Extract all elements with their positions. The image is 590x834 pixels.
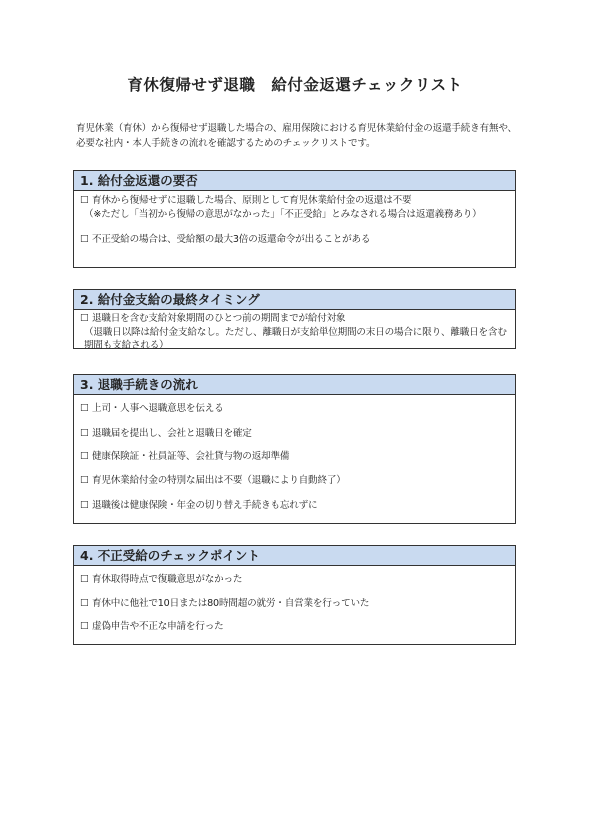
section-heading: 3. 退職手続きの流れ — [74, 375, 515, 395]
checklist-item-text: 育休中に他社で10日または80時間超の就労・自営業を行っていた — [92, 597, 370, 609]
checklist-item[interactable] — [80, 597, 509, 611]
checkbox-icon[interactable]: ☐ — [80, 500, 89, 511]
checklist-item[interactable] — [80, 312, 509, 326]
checklist-item[interactable] — [80, 194, 509, 208]
checklist-item-text: 育児休業給付金の特別な届出は不要（退職により自動終了） — [92, 474, 346, 486]
checklist-item-text: 育休取得時点で復職意思がなかった — [92, 574, 243, 585]
checkbox-icon[interactable]: ☐ — [80, 313, 89, 324]
checklist-item[interactable] — [80, 450, 509, 464]
checkbox-icon[interactable]: ☐ — [80, 597, 89, 609]
checklist-item[interactable] — [80, 474, 509, 488]
checklist-item-note: （※ただし「当初から復帰の意思がなかった」「不正受給」とみなされる場合は返還義務あり） — [84, 208, 482, 220]
section-heading: 2. 給付金支給の最終タイミング — [74, 290, 515, 310]
checkbox-icon[interactable]: ☐ — [80, 234, 89, 245]
section-refund-requirement — [73, 170, 516, 268]
section-heading: 4. 不正受給のチェックポイント — [74, 546, 515, 566]
checklist-item[interactable] — [80, 233, 509, 247]
checklist-item[interactable] — [80, 573, 509, 587]
intro-paragraph: 育児休業（育休）から復帰せず退職した場合の、雇用保険における育児休業給付金の返還手続き有無や、必要な社内・本人手続きの流れを確認するためのチェックリストです。 — [76, 123, 517, 149]
section-resignation-procedure — [73, 374, 516, 524]
section-heading: 1. 給付金返還の要否 — [74, 171, 515, 191]
section-final-payment-timing — [73, 289, 516, 349]
checkbox-icon[interactable]: ☐ — [80, 451, 89, 462]
page-title: 育休復帰せず退職 給付金返還チェックリスト — [127, 76, 463, 94]
checklist-item[interactable] — [80, 402, 509, 416]
checklist-item-text: 上司・人事へ退職意思を伝える — [92, 403, 224, 414]
checkbox-icon[interactable]: ☐ — [80, 474, 89, 486]
checklist-item-note: （退職日以降は給付金支給なし。ただし、離職日が支給単位期間の末日の場合に限り、離職日を含む期間も支給される） — [84, 326, 507, 351]
checkbox-icon[interactable]: ☐ — [80, 403, 89, 414]
checklist-item-text: 退職届を提出し、会社と退職日を確定 — [92, 427, 252, 439]
section-fraud-checkpoints — [73, 545, 516, 645]
checklist-item-text: 健康保険証・社員証等、会社貸与物の返却準備 — [92, 451, 290, 462]
checklist-item-text: 退職後は健康保険・年金の切り替え手続きも忘れずに — [92, 500, 318, 511]
checklist-item-text: 育休から復帰せずに退職した場合、原則として育児休業給付金の返還は不要 — [92, 195, 412, 206]
checklist-item[interactable] — [80, 427, 509, 441]
checklist-item-text: 虚偽申告や不正な申請を行った — [92, 621, 224, 632]
checklist-item-text: 退職日を含む支給対象期間のひとつ前の期間までが給付対象 — [92, 313, 346, 324]
checklist-item[interactable] — [80, 620, 509, 634]
checkbox-icon[interactable]: ☐ — [80, 427, 89, 439]
checkbox-icon[interactable]: ☐ — [80, 574, 89, 585]
checkbox-icon[interactable]: ☐ — [80, 621, 89, 632]
checklist-item[interactable] — [80, 499, 509, 513]
checklist-item-text: 不正受給の場合は、受給額の最大3倍の返還命令が出ることがある — [92, 234, 371, 245]
checkbox-icon[interactable]: ☐ — [80, 195, 89, 206]
